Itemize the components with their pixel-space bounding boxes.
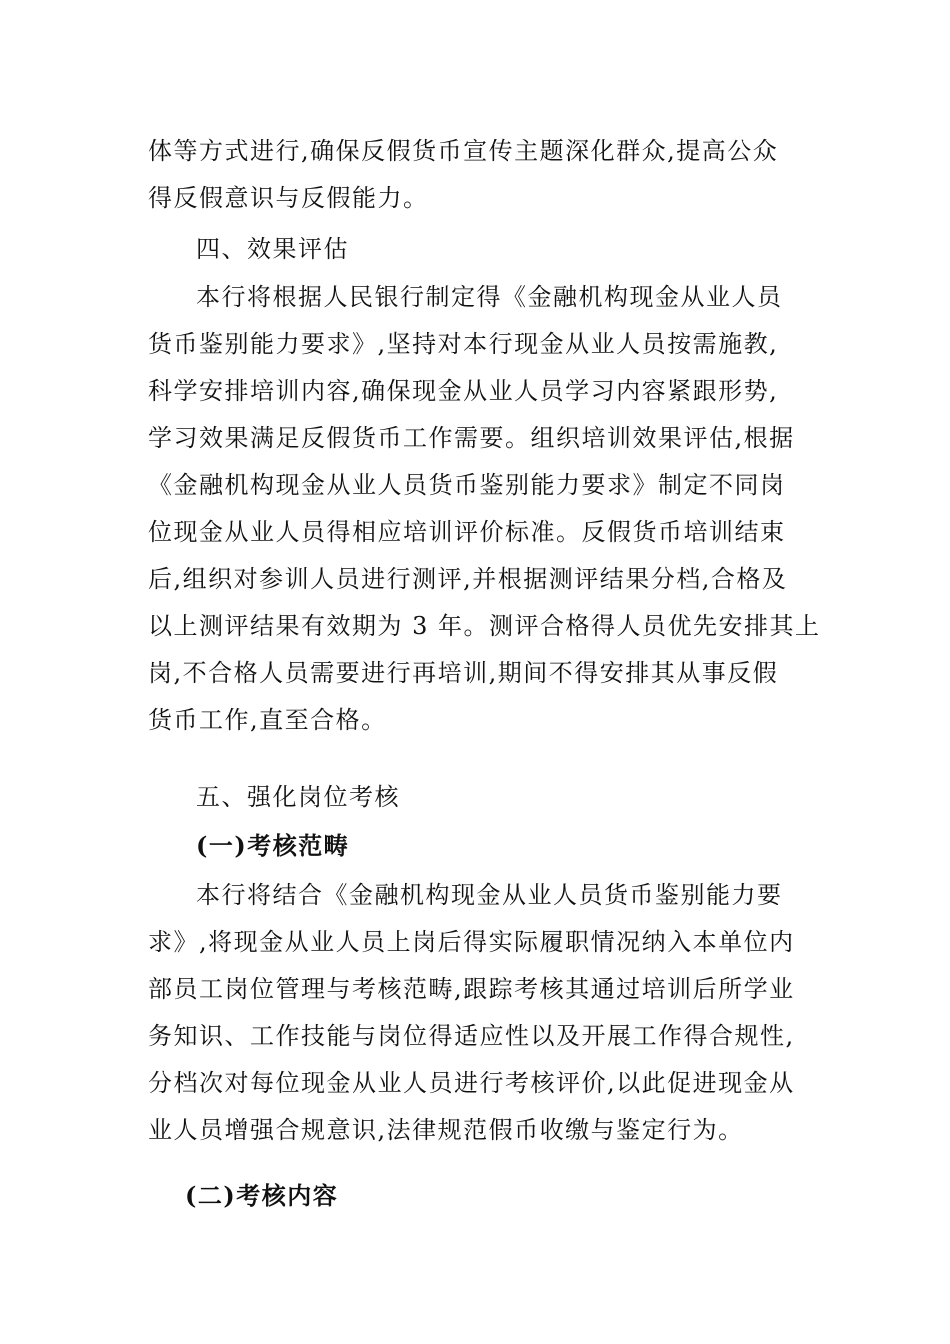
- paragraph-line: 以上测评结果有效期为 3 年。测评合格得人员优先安排其上: [148, 612, 821, 640]
- intro-paragraph: [148, 128, 808, 222]
- subheading-assessment-content: (二)考核内容: [185, 1181, 339, 1210]
- paragraph-line: 后,组织对参训人员进行测评,并根据测评结果分档,合格及: [148, 565, 788, 593]
- paragraph-line: 求》,将现金从业人员上岗后得实际履职情况纳入本单位内: [148, 928, 795, 956]
- scope-paragraph: [148, 872, 808, 1154]
- evaluation-paragraph: [148, 274, 821, 744]
- paragraph-line: 岗,不合格人员需要进行再培训,期间不得安排其从事反假: [148, 659, 779, 687]
- paragraph-line: 得反假意识与反假能力。: [148, 184, 429, 212]
- paragraph-line: 学习效果满足反假货币工作需要。组织培训效果评估,根据: [148, 424, 795, 452]
- section-heading-effect-evaluation: 四、效果评估: [196, 235, 349, 263]
- paragraph-line: 货币鉴别能力要求》,坚持对本行现金从业人员按需施教,: [148, 330, 779, 358]
- paragraph-line: 本行将结合《金融机构现金从业人员货币鉴别能力要: [196, 881, 783, 909]
- paragraph-line: 业人员增强合规意识,法律规范假币收缴与鉴定行为。: [148, 1116, 744, 1144]
- paragraph-line: 科学安排培训内容,确保现金从业人员学习内容紧跟形势,: [148, 377, 779, 405]
- subheading-assessment-scope: (一)考核范畴: [196, 831, 350, 860]
- paragraph-line: 务知识、工作技能与岗位得适应性以及开展工作得合规性,: [148, 1022, 795, 1050]
- paragraph-line: 货币工作,直至合格。: [148, 706, 387, 734]
- paragraph-line: 《金融机构现金从业人员货币鉴别能力要求》制定不同岗: [148, 471, 786, 499]
- paragraph-line: 体等方式进行,确保反假货币宣传主题深化群众,提高公众: [148, 137, 779, 165]
- paragraph-line: 部员工岗位管理与考核范畴,跟踪考核其通过培训后所学业: [148, 975, 795, 1003]
- paragraph-line: 位现金从业人员得相应培训评价标准。反假货币培训结束: [148, 518, 786, 546]
- section-heading-job-assessment: 五、强化岗位考核: [196, 783, 400, 811]
- paragraph-line: 分档次对每位现金从业人员进行考核评价,以此促进现金从: [148, 1069, 795, 1097]
- paragraph-line: 本行将根据人民银行制定得《金融机构现金从业人员: [196, 283, 783, 311]
